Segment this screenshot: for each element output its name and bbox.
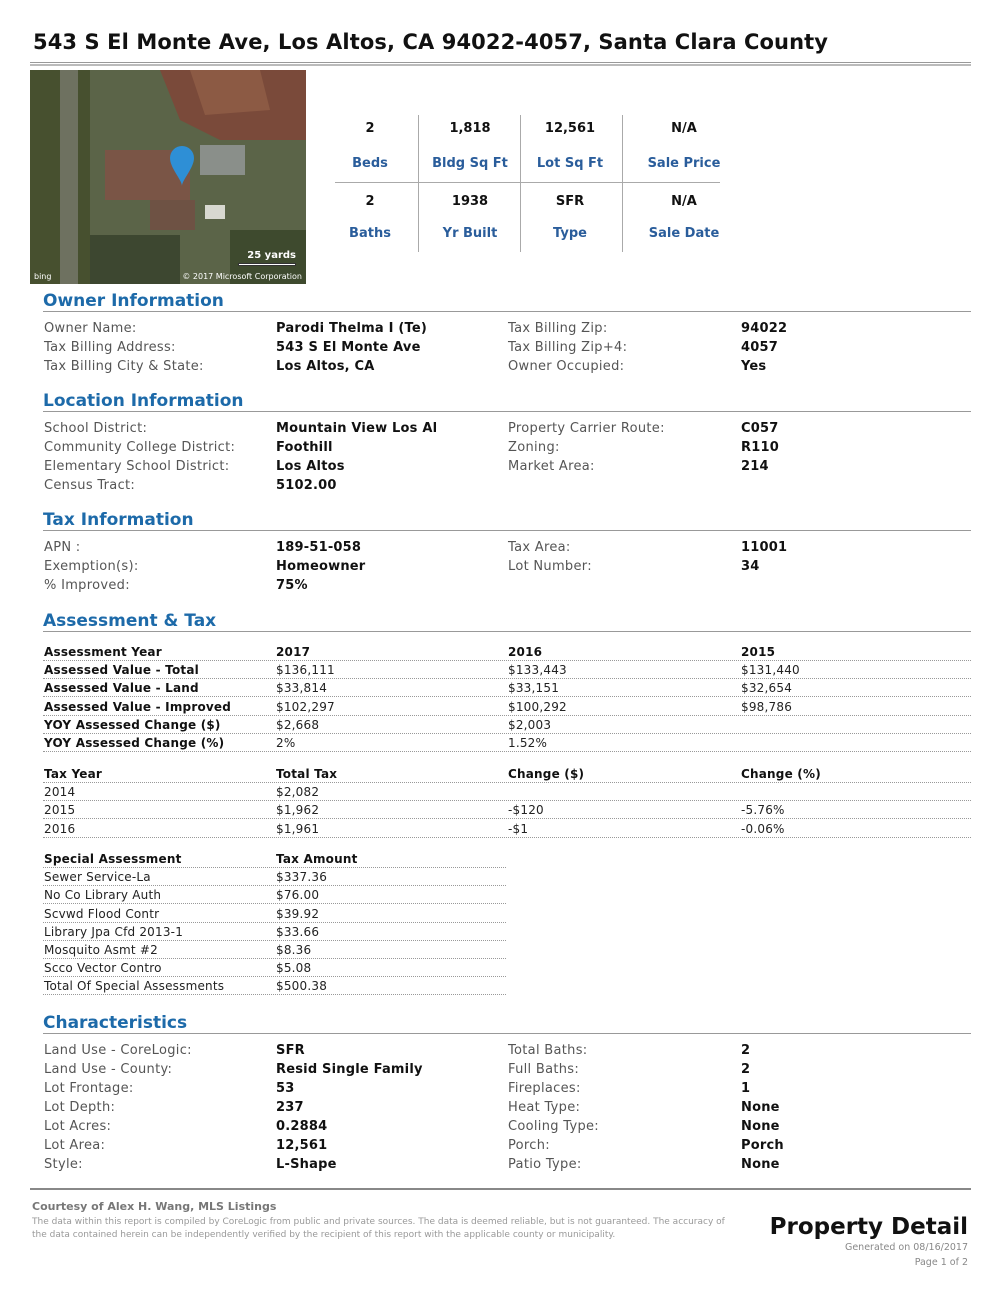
field-label: Lot Number: (508, 559, 592, 574)
table-cell: $102,297 (276, 699, 335, 714)
table-cell: $133,443 (508, 663, 567, 678)
table-cell: $33.66 (276, 924, 320, 939)
table-cell: $32,654 (741, 681, 793, 696)
section-rule (43, 411, 971, 412)
stat-sale-date (634, 194, 734, 241)
field-label: Tax Area: (508, 540, 571, 555)
table-cell: Assessed Value - Improved (44, 699, 232, 714)
stat-label: Sale Date (648, 226, 720, 241)
table-cell: $1,961 (276, 821, 320, 836)
field-value: Mountain View Los Al (276, 421, 438, 436)
field-label: APN : (44, 540, 81, 555)
stat-label: Lot Sq Ft (536, 156, 604, 171)
field-value: SFR (276, 1043, 305, 1058)
stats-divider (418, 115, 419, 252)
table-cell: Assessed Value - Land (44, 681, 199, 696)
field-label: Tax Billing City & State: (44, 359, 204, 374)
stat-label: Type (553, 226, 587, 241)
page-number: Page 1 of 2 (914, 1257, 968, 1268)
table-row (43, 820, 971, 838)
field-label: Total Baths: (508, 1043, 588, 1058)
stat-value: N/A (671, 121, 697, 136)
field-value: 12,561 (276, 1138, 328, 1153)
title-rule-double (30, 64, 971, 66)
page-title: 543 S El Monte Ave, Los Altos, CA 94022-4057, Santa Clara County (33, 30, 829, 54)
stats-divider (520, 115, 521, 252)
field-value: 11001 (741, 540, 788, 555)
field-value: R110 (741, 440, 779, 455)
field-value: Foothill (276, 440, 333, 455)
table-header-cell: Change (%) (741, 767, 821, 781)
table-cell: YOY Assessed Change (%) (44, 736, 225, 750)
field-value: 214 (741, 459, 769, 474)
field-value: 237 (276, 1100, 304, 1115)
table-cell: $337.36 (276, 870, 328, 885)
table-row (43, 905, 506, 923)
table-row (43, 734, 971, 752)
field-value: 189-51-058 (276, 540, 362, 555)
table-header-row (43, 765, 971, 783)
stat-lot-sq-ft (520, 121, 620, 171)
table-header-row (43, 643, 971, 661)
table-cell: $98,786 (741, 699, 793, 714)
field-label: Elementary School District: (44, 459, 230, 474)
field-label: Owner Occupied: (508, 359, 625, 374)
table-cell: Sewer Service-La (44, 870, 151, 885)
table-cell: Library Jpa Cfd 2013-1 (44, 924, 184, 939)
field-value: None (741, 1119, 780, 1134)
generated-date: Generated on 08/16/2017 (844, 1242, 968, 1253)
field-value: 94022 (741, 321, 788, 336)
table-row (43, 661, 971, 679)
stats-divider (622, 115, 623, 252)
field-label: Style: (44, 1157, 83, 1172)
table-cell: $33,151 (508, 681, 560, 696)
map-provider: bing (34, 272, 52, 281)
field-label: Market Area: (508, 459, 595, 474)
stats-divider (335, 182, 720, 183)
map-scale-bar (238, 263, 296, 266)
field-label: Lot Depth: (44, 1100, 116, 1115)
field-label: Owner Name: (44, 321, 137, 336)
field-label: Census Tract: (44, 478, 136, 493)
table-row (43, 959, 506, 977)
table-header-cell: Tax Amount (276, 852, 358, 866)
table-cell: Scvwd Flood Contr (44, 906, 160, 921)
field-value: Resid Single Family (276, 1062, 423, 1077)
field-value: None (741, 1100, 780, 1115)
stat-value: 12,561 (544, 121, 596, 136)
table-header-cell: Tax Year (44, 767, 102, 781)
field-label: Tax Billing Zip: (508, 321, 608, 336)
field-value: 2 (741, 1062, 751, 1077)
table-cell: $2,082 (276, 785, 320, 800)
table-header-cell: Assessment Year (44, 645, 162, 659)
field-value: 75% (276, 578, 308, 593)
table-row (43, 868, 506, 886)
stat-label: Sale Price (647, 156, 721, 171)
table-header-row (43, 850, 506, 868)
section-rule (43, 311, 971, 312)
field-label: Patio Type: (508, 1157, 582, 1172)
table-cell: YOY Assessed Change ($) (44, 717, 221, 732)
field-value: Los Altos (276, 459, 345, 474)
table-cell: $8.36 (276, 943, 312, 957)
table-cell: $2,003 (508, 717, 552, 732)
stat-value: N/A (671, 194, 697, 209)
table-cell: No Co Library Auth (44, 888, 162, 903)
table-cell: $33,814 (276, 681, 328, 696)
field-label: Land Use - County: (44, 1062, 173, 1077)
title-rule (30, 62, 971, 63)
field-label: Lot Area: (44, 1138, 106, 1153)
table-cell: Scco Vector Contro (44, 961, 162, 976)
table-cell: $5.08 (276, 961, 312, 976)
field-value: C057 (741, 421, 779, 436)
table-cell: -5.76% (741, 803, 785, 818)
stat-value: 1938 (451, 194, 489, 209)
table-row (43, 941, 506, 959)
table-row (43, 977, 506, 995)
table-cell: $1,962 (276, 803, 320, 818)
map-scale-label: 25 yards (247, 250, 296, 261)
table-cell: Assessed Value - Total (44, 663, 199, 678)
stat-label: Beds (352, 156, 388, 171)
field-value: 1 (741, 1081, 751, 1096)
courtesy-line: Courtesy of Alex H. Wang, MLS Listings (32, 1200, 277, 1213)
field-label: Community College District: (44, 440, 236, 455)
table-row (43, 801, 971, 819)
field-label: Tax Billing Zip+4: (508, 340, 628, 355)
table-cell: 2014 (44, 785, 76, 800)
stat-label: Baths (349, 226, 391, 241)
table-cell: $136,111 (276, 663, 335, 678)
map-copyright: © 2017 Microsoft Corporation (182, 272, 302, 281)
stat-type (520, 194, 620, 241)
table-row (43, 679, 971, 697)
table-header-cell: 2016 (508, 645, 543, 659)
table-row (43, 886, 506, 904)
stat-bldg-sq-ft (420, 121, 520, 171)
stat-value: 2 (365, 121, 375, 136)
field-label: School District: (44, 421, 148, 436)
section-heading-location: Location Information (43, 391, 244, 411)
table-header-cell: Total Tax (276, 767, 338, 781)
field-label: Cooling Type: (508, 1119, 599, 1134)
field-label: Lot Acres: (44, 1119, 112, 1134)
table-cell: -$1 (508, 821, 529, 836)
field-value: 2 (741, 1043, 751, 1058)
table-header-cell: 2017 (276, 645, 311, 659)
field-value: 53 (276, 1081, 295, 1096)
section-heading-assessment: Assessment & Tax (43, 611, 217, 631)
stat-label: Yr Built (442, 226, 498, 241)
disclaimer: The data within this report is compiled by CoreLogic from public and private sources. The data is deemed reliable, but is not guaranteed. The accuracy of the data contained herein can be independently verified by the recipient of this report with the applicable county or municipality. (32, 1217, 725, 1240)
table-cell: 2015 (44, 803, 76, 818)
field-label: Property Carrier Route: (508, 421, 665, 436)
stat-label: Bldg Sq Ft (432, 156, 508, 171)
table-cell: 2016 (44, 821, 76, 836)
aerial-map (30, 70, 306, 284)
table-cell: $2,668 (276, 717, 320, 732)
stat-value: 1,818 (449, 121, 491, 136)
table-cell: $100,292 (508, 699, 567, 714)
table-row (43, 783, 971, 801)
stat-sale-price (634, 121, 734, 171)
table-cell: 1.52% (508, 736, 548, 750)
table-cell: Mosquito Asmt #2 (44, 943, 158, 957)
field-value: 0.2884 (276, 1119, 328, 1134)
table-row (43, 698, 971, 716)
table-cell: 2% (276, 736, 296, 750)
table-cell: $39.92 (276, 906, 320, 921)
field-value: 5102.00 (276, 478, 337, 493)
section-rule (43, 530, 971, 531)
document-title: Property Detail (769, 1214, 968, 1240)
field-value: Los Altos, CA (276, 359, 375, 374)
field-value: Yes (741, 359, 767, 374)
table-row (43, 923, 506, 941)
field-value: 34 (741, 559, 760, 574)
section-rule (43, 1033, 971, 1034)
stat-yr-built (420, 194, 520, 241)
table-cell: $131,440 (741, 663, 800, 678)
field-value: Homeowner (276, 559, 366, 574)
stat-beds (320, 121, 420, 171)
field-label: Exemption(s): (44, 559, 139, 574)
field-value: None (741, 1157, 780, 1172)
stat-value: SFR (555, 194, 585, 209)
section-heading-characteristics: Characteristics (43, 1013, 188, 1033)
field-label: % Improved: (44, 578, 130, 593)
field-label: Zoning: (508, 440, 560, 455)
field-label: Porch: (508, 1138, 550, 1153)
field-value: 4057 (741, 340, 778, 355)
field-label: Lot Frontage: (44, 1081, 134, 1096)
table-cell: -0.06% (741, 821, 785, 836)
field-label: Fireplaces: (508, 1081, 581, 1096)
table-header-cell: 2015 (741, 645, 776, 659)
table-cell: -$120 (508, 803, 544, 818)
section-heading-owner: Owner Information (43, 291, 224, 311)
section-heading-tax: Tax Information (43, 510, 194, 530)
table-row (43, 716, 971, 734)
stat-baths (320, 194, 420, 241)
table-cell: $500.38 (276, 979, 328, 994)
field-value: 543 S El Monte Ave (276, 340, 421, 355)
footer-rule (30, 1188, 971, 1190)
field-label: Land Use - CoreLogic: (44, 1043, 192, 1058)
field-value: Porch (741, 1138, 784, 1153)
table-header-cell: Special Assessment (44, 852, 182, 866)
field-value: Parodi Thelma I (Te) (276, 321, 428, 336)
stat-value: 2 (365, 194, 375, 209)
table-cell: $76.00 (276, 888, 320, 903)
section-rule (43, 631, 971, 632)
field-value: L-Shape (276, 1157, 337, 1172)
field-label: Heat Type: (508, 1100, 581, 1115)
field-label: Full Baths: (508, 1062, 580, 1077)
table-header-cell: Change ($) (508, 767, 585, 781)
field-label: Tax Billing Address: (44, 340, 176, 355)
table-cell: Total Of Special Assessments (44, 979, 225, 994)
